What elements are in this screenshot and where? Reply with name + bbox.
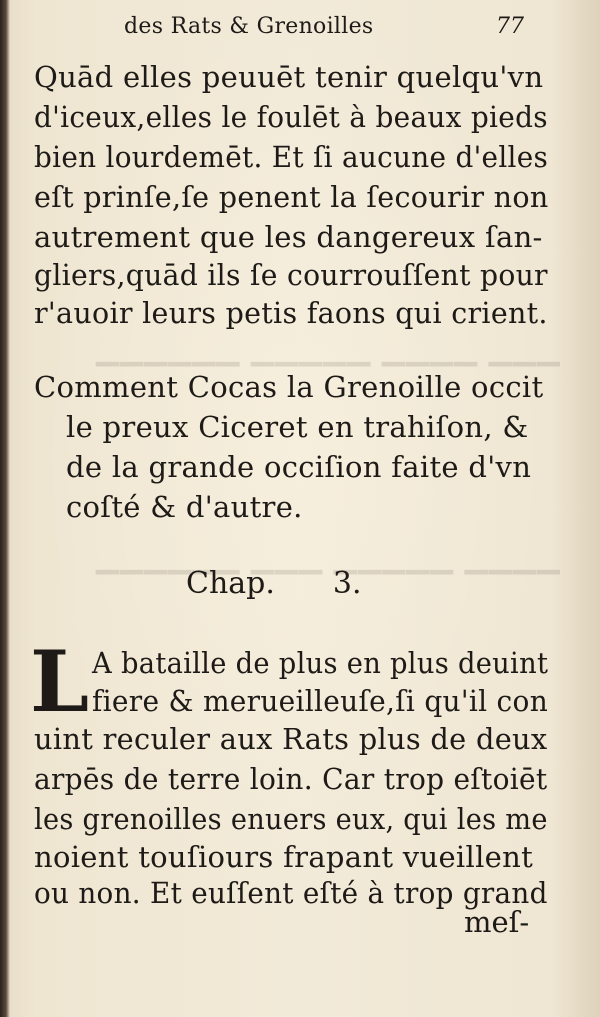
text-line: Quād elles peuuēt tenir quelqu'vn <box>34 60 544 94</box>
chapter-number: 3. <box>332 566 362 601</box>
text-line: d'iceux,elles le foulēt à beaux pieds <box>34 100 548 134</box>
catchword: meſ- <box>464 905 530 939</box>
drop-cap: L <box>30 632 90 731</box>
chapter-word: Chap. <box>186 566 275 601</box>
text-line: fiere & merueilleuſe,ſi qu'il con <box>92 684 549 718</box>
text-line: uint reculer aux Rats plus de deux <box>34 722 548 756</box>
chapter-label <box>186 566 362 601</box>
text-line: ou non. Et euſſent eſté à trop grand <box>34 876 548 910</box>
chapter-heading-line: le preux Ciceret en trahiſon, & <box>66 410 529 444</box>
text-line: bien lourdemēt. Et ſi aucune d'elles <box>34 140 549 174</box>
show-through-shadow: ▁▁▁ ▁▁▁▁ ▁▁▁▁▁ ▁▁▁▁▁▁ <box>95 332 560 367</box>
text-line: r'auoir leurs petis faons qui crient. <box>34 296 548 330</box>
chapter-heading-line: Comment Cocas la Grenoille occit <box>34 370 544 404</box>
page-header <box>0 14 600 48</box>
text-line: autrement que les dangereux ſan- <box>34 220 543 254</box>
text-line: A bataille de plus en plus deuint <box>92 646 549 680</box>
show-through-shadow: ▁▁▁▁ ▁▁▁▁▁ ▁▁▁ ▁▁▁▁▁▁ <box>95 540 560 575</box>
text-line: noient touſiours frapant vueillent <box>34 840 534 874</box>
text-line: les grenoilles enuers eux, qui les me <box>34 802 548 836</box>
chapter-heading-line: coſté & d'autre. <box>66 490 303 524</box>
running-title: des Rats & Grenoilles <box>124 14 374 39</box>
page-number: 77 <box>496 14 524 39</box>
text-line: arpēs de terre loin. Car trop eſtoiēt <box>34 762 548 796</box>
binding-edge <box>0 0 10 1017</box>
text-line: eſt prinſe,ſe penent la ſecourir non <box>34 180 549 214</box>
chapter-heading-line: de la grande occiſion faite d'vn <box>66 450 532 484</box>
text-line: gliers,quād ils ſe courrouſſent pour <box>34 258 548 292</box>
